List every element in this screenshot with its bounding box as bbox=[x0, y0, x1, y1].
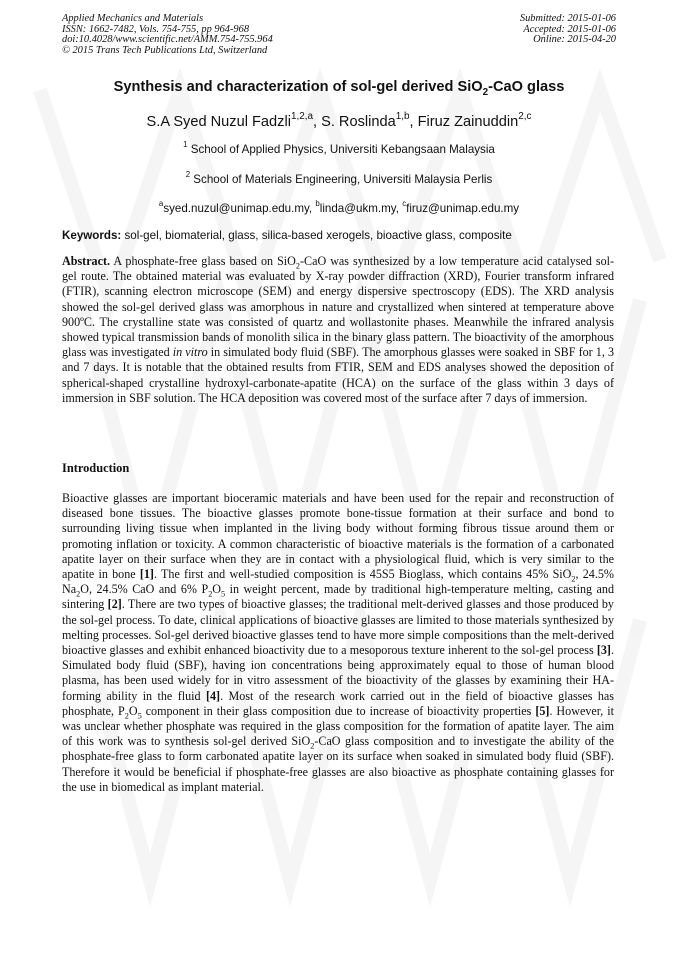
accepted-date: Accepted: 2015-01-06 bbox=[523, 23, 616, 35]
email-link[interactable]: syed.nuzul@unimap.edu.my, bbox=[163, 202, 316, 215]
online-date: Online: 2015-04-20 bbox=[533, 34, 616, 46]
journal-name: Applied Mechanics and Materials bbox=[62, 13, 204, 24]
keywords bbox=[62, 229, 618, 242]
citation-link[interactable]: [4] bbox=[205, 688, 221, 703]
paper-title: Synthesis and characterization of sol-gel derived SiO$_2$-CaO glass bbox=[113, 79, 565, 98]
author-name: S. Roslinda bbox=[321, 114, 396, 130]
abstract: Abstract. A phosphate-free glass based on SiO$_2$-CaO was synthesized by a low temperature acid catalysed sol-gel route. The obtained material was evaluated by X-ray powder diffraction (XRD), Fourier transform infrared (FTIR), scanning electron microscope (SEM) and energy dispersive spectroscopy (EDS). The XRD analysis showed the sol-gel derived glass was amorphous in nature and crystallized when sintered at temperature above 900ºC. The crystalline state was consisted of quartz and wollastonite phases. Meanwhile the infrared analysis showed typical transmission bands of monolith silica in the binary glass pattern. The bioactivity of the amorphous glass was investigated in vitro in simulated body fluid (SBF). The amorphous glasses were soaked in SBF for 1, 3 and 7 days. It is notable that the obtained results from FTIR, SEM and EDS analyses showed the deposition of spherical-shaped crystalline hydroxyl-carbonate-apatite (HCA) on the surface of the glass within 3 days of immersion in SBF solution. The HCA deposition was covered most of the surface after 7 days of immersion. bbox=[62, 254, 614, 405]
keywords-text: sol-gel, biomaterial, glass, silica-based xerogels, bioactive glass, composite bbox=[121, 229, 512, 242]
abstract-label: Abstract. bbox=[62, 254, 111, 268]
author-name: S.A Syed Nuzul Fadzli bbox=[146, 114, 291, 130]
submission-dates bbox=[520, 14, 616, 46]
journal-info bbox=[62, 14, 273, 56]
citation-link[interactable]: [2] bbox=[107, 597, 122, 612]
submitted-date: Submitted: 2015-01-06 bbox=[519, 13, 616, 24]
introduction-paragraph: Bioactive glasses are important bioceramic materials and have been used for the repair and reconstruction of diseased bone tissues. The bioactive glasses promote bone-tissue formation at their surface and bond to surrounding living tissue when implanted in the living body without forming fibrous tissue around them or promoting inflation or toxicity. A common characteristic of bioactive materials is the formation of a carbonated apatite layer on their surface when they are in contact with a physiological fluid, which is very similar to the apatite in bone [1]. The first and well-studied composition is 45S5 Bioglass, which contains 45% SiO$_2$, 24.5% $Na_2O$, 24.5% CaO and 6% $P_2O_5$ in weight percent, made by traditional high-temperature melting, casting and sintering [2]. There are two types of bioactive glasses; the traditional melt-derived glasses and those produced by the sol-gel process. To date, clinical applications of bioactive glasses are limited to those materials synthesized by melting processes. Sol-gel derived bioactive glasses tend to have more simple compositions than the melt-derived bioactive glasses and exhibit enhanced bioactivity due to a mesoporous texture inherent to the sol-gel process [3]. Simulated body fluid (SBF), having ion concentrations being approximately equal to those of human blood plasma, has been used widely for in vitro assessment of the bioactivity of the glasses by examining their HA-forming ability in the fluid [4]. Most of the research work carried out in the field of bioactive glasses has phosphate, $P_2O_5$ component in their glass composition due to increase of bioactivity properties [5]. However, it was unclear whether phosphate was required in the glass composition for the formation of apatite layer. The aim of this work was to synthesis sol-gel derived SiO$_2$-CaO glass composition and to investigate the ability of the phosphate-free glass to form carbonated apatite layer on its surface when soaked in simulated body fluid (SBF). Therefore it would be beneficial if phosphate-free glasses are also bioactive as phosphate containing glasses for the use in biomedical as implant material. bbox=[62, 491, 614, 794]
keywords-label: Keywords: bbox=[62, 229, 122, 242]
section-heading-introduction: Introduction bbox=[62, 461, 130, 475]
author-emails: $^a$syed.nuzul@unimap.edu.my, $^b$linda@ukm.my, $^c$firuz@unimap.edu.my bbox=[158, 199, 520, 215]
doi-line: doi:10.4028/www.scientific.net/AMM.754-755.964 bbox=[62, 34, 273, 46]
affiliation-1: $^1$ School of Applied Physics, Universiti Kebangsaan Malaysia bbox=[183, 140, 495, 156]
author-name: Firuz Zainuddin bbox=[417, 114, 519, 130]
citation-link[interactable]: [5] bbox=[535, 703, 550, 718]
email-link[interactable]: linda@ukm.my, bbox=[319, 202, 403, 215]
citation-link[interactable]: [1] bbox=[139, 567, 154, 582]
author-list: S.A Syed Nuzul Fadzli$^{1,2,a}$, S. Roslinda$^{1,b}$, Firuz Zainuddin$^{2,c}$ bbox=[146, 111, 532, 130]
affiliation-2: $^2$ School of Materials Engineering, Universiti Malaysia Perlis bbox=[185, 170, 493, 186]
citation-link[interactable]: [3] bbox=[596, 643, 611, 658]
issn-line: ISSN: 1662-7482, Vols. 754-755, pp 964-968 bbox=[62, 23, 250, 35]
email-link[interactable]: firuz@unimap.edu.my bbox=[406, 202, 520, 215]
copyright-line: © 2015 Trans Tech Publications Ltd, Switzerland bbox=[62, 44, 268, 56]
